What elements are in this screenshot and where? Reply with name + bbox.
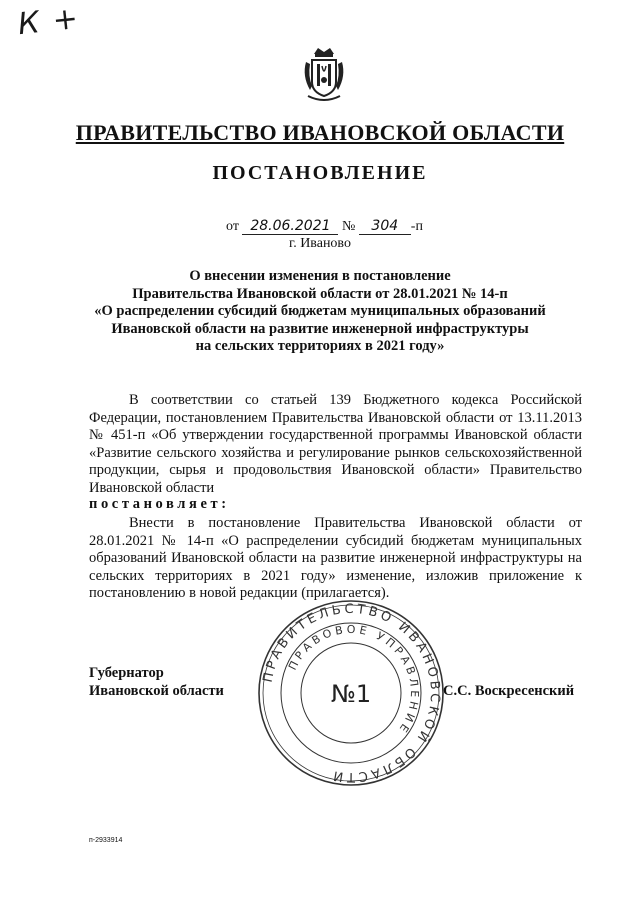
date-prefix: от: [226, 219, 239, 234]
document-subject: [60, 268, 580, 356]
footer-code: п-2933914: [89, 837, 123, 844]
number-value: 304: [359, 218, 411, 235]
city: г. Иваново: [289, 236, 351, 251]
signatory-title-line1: Губернатор: [89, 665, 164, 681]
subject-line: Ивановской области на развитие инженерной инфраструктуры: [111, 320, 529, 337]
number-suffix: -п: [410, 219, 423, 234]
subject-line: Правительства Ивановской области от 28.01.2021 № 14-п: [132, 285, 508, 302]
document-type: ПОСТАНОВЛЕНИЕ: [212, 162, 428, 184]
subject-line: «О распределении субсидий бюджетам муниципальных образований: [94, 303, 546, 319]
signatory-title-line2: Ивановской области: [89, 683, 224, 699]
date-number-line: [226, 218, 423, 235]
subject-line: О внесении изменения в постановление: [189, 268, 451, 284]
handwritten-corner-mark: К +: [16, 0, 82, 43]
stamp-ring-text: ПРАВИТЕЛЬСТВО ИВАНОВСКОЙ ОБЛАСТИ: [260, 601, 443, 785]
organization-title: ПРАВИТЕЛЬСТВО ИВАНОВСКОЙ ОБЛАСТИ: [75, 120, 565, 145]
date-value: 28.06.2021: [242, 218, 338, 235]
subject-line: на сельских территориях в 2021 году»: [195, 338, 445, 354]
stamp-number: №1: [330, 680, 372, 708]
preamble-paragraph: В соответствии со статьей 139 Бюджетного кодекса Российской Федерации, постановлением Правительства Ивановской области от 13.11.2013 № 451-п «Об утверждении государственной программы Ивановской области «Развитие сельского хозяйства и регулирование рынков сельскохозяйственной продукции, сырья и продовольствия Ивановской области» Правительство Ивановской области: [89, 392, 582, 496]
stamp-inner-text: ПРАВОВОЕ УПРАВЛЕНИЕ: [286, 622, 422, 738]
decree-word: постановляет:: [89, 496, 230, 512]
signatory-name: С.С. Воскресенский: [443, 683, 575, 699]
number-sign: №: [341, 219, 356, 234]
official-seal-stamp: [256, 598, 446, 788]
resolution-paragraph: Внести в постановление Правительства Ивановской области от 28.01.2021 № 14-п «О распределении субсидий бюджетам муниципальных образований Ивановской области на развитие инженерной инфраструктуры на сельских территориях в 2021 году» изменение, изложив приложение к постановлению в новой редакции (прилагается).: [89, 515, 582, 602]
coat-of-arms-emblem: [300, 46, 348, 104]
